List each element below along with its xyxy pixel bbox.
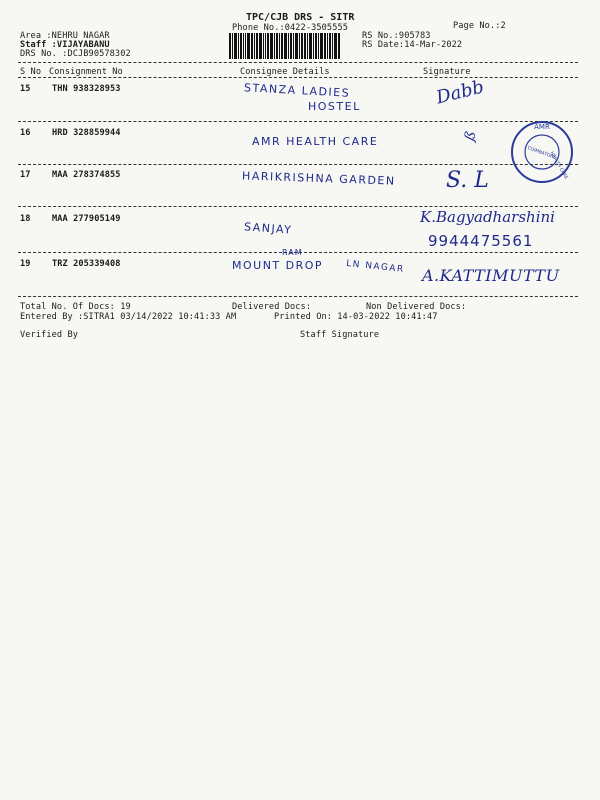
rs-number: RS No.:905783 xyxy=(362,31,431,41)
row-consignment: MAA 278374855 xyxy=(52,170,121,180)
page-number: Page No.:2 xyxy=(453,21,506,31)
stamp-center-text: COIMBATORE xyxy=(526,145,557,161)
row-consignment: HRD 328859944 xyxy=(52,128,121,138)
divider xyxy=(18,77,578,78)
row-consignment: TRZ 205339408 xyxy=(52,259,121,269)
divider xyxy=(18,121,578,122)
drs-number: DRS No. :DCJB90578302 xyxy=(20,49,131,59)
signature: A.KATTIMUTTU xyxy=(422,266,560,285)
printed-on: Printed On: 14-03-2022 10:41:47 xyxy=(274,312,438,322)
row-sno: 17 xyxy=(20,170,31,180)
signature: K.Bagyadharshini xyxy=(420,208,555,226)
row-consignee-name: STANZA LADIES xyxy=(243,81,351,100)
receiver-phone: 9944475561 xyxy=(428,232,534,250)
divider xyxy=(18,206,578,207)
divider xyxy=(18,62,578,63)
phone-number: Phone No.:0422-3505555 xyxy=(232,23,349,33)
non-delivered-docs: Non Delivered Docs: xyxy=(366,302,467,312)
row-sno: 19 xyxy=(20,259,31,269)
row-consignee-name: MOUNT DROP xyxy=(232,259,324,272)
row-sno: 15 xyxy=(20,84,31,94)
signature: S. L xyxy=(446,168,489,193)
stamp-top-text: AMR xyxy=(534,123,550,131)
row-consignee-line2: LN NAGAR xyxy=(345,258,406,276)
total-docs: Total No. Of Docs: 19 xyxy=(20,302,131,312)
row-consignment: THN 938328953 xyxy=(52,84,121,94)
staff-signature-label: Staff Signature xyxy=(300,330,380,340)
delivered-docs: Delivered Docs: xyxy=(232,302,312,312)
col-header-consignee: Consignee Details xyxy=(240,67,330,77)
row-consignee-line2: HOSTEL xyxy=(308,100,361,113)
row-consignee-name: HARIKRISHNA GARDEN xyxy=(241,169,396,188)
signature: Dabb xyxy=(434,76,487,109)
col-header-consignment: Consignment No xyxy=(49,67,123,77)
stamp-icon xyxy=(510,120,574,184)
divider xyxy=(18,296,578,297)
staff-field: Staff :VIJAYABANU xyxy=(20,40,110,50)
rs-date: RS Date:14-Mar-2022 xyxy=(362,40,463,50)
barcode xyxy=(229,33,357,59)
document-title: TPC/CJB DRS - SITR xyxy=(246,12,355,23)
row-sno: 18 xyxy=(20,214,31,224)
stamp-side-text: HEALTH CARE xyxy=(548,151,569,181)
row-consignee-note: RAM xyxy=(282,248,303,257)
initials-mark: ß xyxy=(461,129,480,143)
area-field: Area :NEHRU NAGAR xyxy=(20,31,110,41)
divider xyxy=(18,164,578,165)
company-stamp xyxy=(510,120,574,184)
row-consignment: MAA 277905149 xyxy=(52,214,121,224)
col-header-signature: Signature xyxy=(423,67,471,77)
row-sno: 16 xyxy=(20,128,31,138)
entered-by: Entered By :SITRA1 03/14/2022 10:41:33 AM xyxy=(20,312,237,322)
col-header-sno: S No xyxy=(20,67,42,77)
row-consignee-name: SANJAY xyxy=(243,220,293,237)
row-consignee-name: AMR HEALTH CARE xyxy=(252,135,379,148)
verified-by-label: Verified By xyxy=(20,330,79,340)
